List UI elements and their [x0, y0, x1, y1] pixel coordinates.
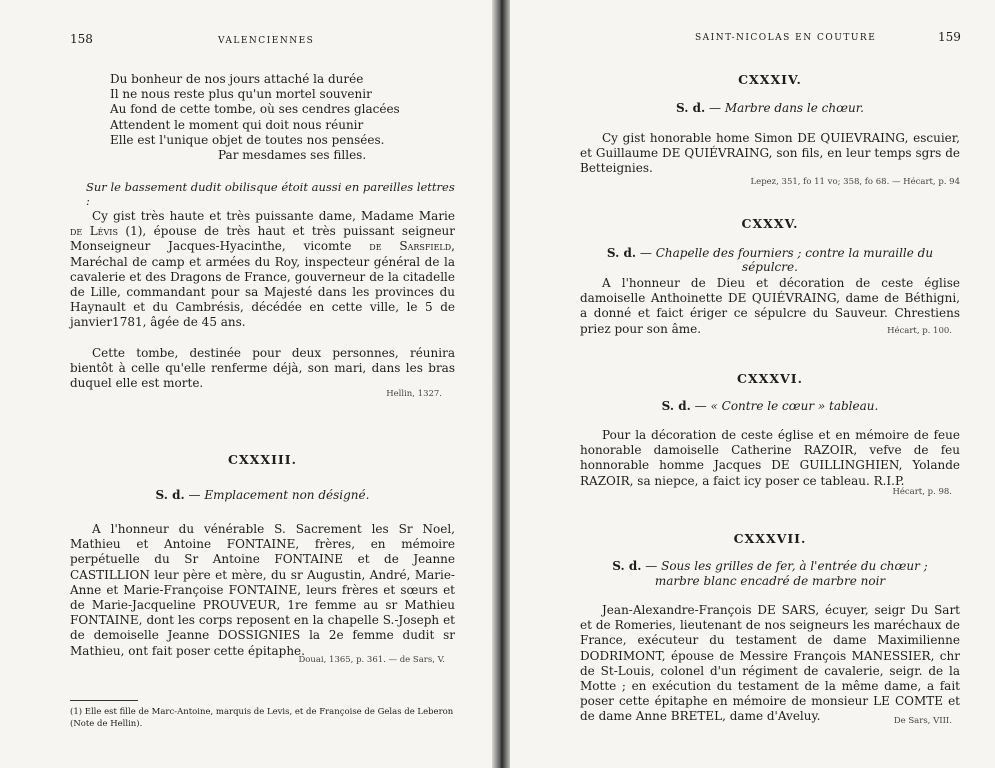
page-number: 158: [70, 32, 93, 46]
entry-location: Sous les grilles de fer, à l'entrée du chœur ;: [661, 559, 928, 573]
poem: [110, 72, 440, 163]
source-reference: Hécart, p. 100.: [887, 326, 952, 336]
poem-line: Elle est l'unique objet de toutes nos pensées.: [110, 132, 385, 147]
text-segment: , Maréchal de camp et armées du Roy, inspecteur général de la cavalerie et des Dragons de France, gouverneur de la citadelle de Lille, commandant pour sa Majesté dans les provinces du Haynault et du Cambrésis, décédée en cette ville, le 5 de janvier1781, âgée de 45 ans.: [70, 239, 455, 330]
person-name: de Sarsfield: [369, 239, 452, 254]
entry-subheading: [70, 488, 455, 502]
entry-date: S. d.: [606, 246, 637, 260]
entry-text: [70, 522, 455, 659]
source-reference: Lepez, 351, fo 11 vo; 358, fo 68. — Hécart, p. 94: [750, 177, 960, 187]
right-page: [510, 0, 995, 768]
entry-heading: CXXXIV.: [738, 72, 802, 87]
footnote-divider: [70, 700, 138, 701]
entry-date: S. d.: [676, 101, 706, 115]
entry-date: S. d.: [155, 488, 185, 502]
page-number: 159: [938, 30, 961, 44]
entry-heading: CXXXVII.: [733, 531, 807, 546]
entry-location: Chapelle des fourniers ; contre la muraille du sépulcre.: [655, 246, 934, 274]
text-segment: (1), épouse de très haut et très puissant seigneur Monseigneur Jacques-Hyacinthe, vicomte: [70, 224, 456, 254]
running-head: VALENCIENNES: [218, 36, 315, 46]
person-name: de Lévis: [70, 224, 118, 239]
poem-signature: Par mesdames ses filles.: [218, 148, 367, 163]
entry-heading: CXXXVI.: [737, 371, 803, 386]
entry-heading: CXXXIII.: [228, 452, 297, 467]
poem-line: Il ne nous reste plus qu'un mortel souvenir: [110, 87, 372, 102]
source-reference: De Sars, VIII.: [893, 716, 952, 726]
book-gutter: [492, 0, 510, 768]
entry-body: A l'honneur du vénérable S. Sacrement les Sr Noel, Mathieu et Antoine FONTAINE, frères, en mémoire perpétuelle du Sr Antoine FONTAINE et de Jeanne CASTILLION leur père et mère, du sr Augustin, André, Marie-Anne et Marie-Françoise FONTAINE, leurs frères et sœurs et de Marie-Jacqueline PROUVEUR, 1re femme au sr Mathieu FONTAINE, dont les corps reposent en la chapelle S.-Joseph et de demoiselle Jeanne DOSSIGNIES la 2e femme dudit sr Mathieu, ont fait poser cette épitaphe.: [70, 522, 455, 658]
entry-body: Cy gist honorable home Simon DE QUIEVRAING, escuier, et Guillaume DE QUIÉVRAING, son fils, en leur temps sgrs de Betteignies.: [580, 131, 960, 176]
running-head: SAINT-NICOLAS EN COUTURE: [695, 33, 877, 43]
epitaph-paragraph: [70, 209, 455, 331]
entry-date: S. d.: [661, 399, 691, 413]
entry-location: « Contre le cœur » tableau.: [710, 399, 879, 413]
source-reference: Hécart, p. 98.: [892, 487, 952, 497]
poem-line: Du bonheur de nos jours attaché la durée: [110, 72, 364, 86]
entry-text: [580, 428, 960, 489]
footnote: (1) Elle est fille de Marc-Antoine, marquis de Levis, et de Françoise de Gelas de Leberon (Note de Hellin).: [70, 707, 454, 729]
entry-subheading: S. d. — « Contre le cœur » tableau.: [661, 399, 879, 413]
entry-heading: CXXXV.: [741, 216, 799, 231]
entry-body: Jean-Alexandre-François DE SARS, écuyer, seigr Du Sart et de Romeries, lieutenant de nos seigneurs les maréchaux de France, exécuteur du testament de dame Maximilienne DODRIMONT, épouse de Messire François MANESSIER, chr de St-Louis, colonel d'un régiment de cavalerie, seigr. de la Motte ; en exécution du testament de la même dame, a fait poser cette épitaphe en mémoire de monsieur LE COMTE et de dame Anne BRETEL, dame d'Aveluy.: [580, 603, 960, 724]
entry-subheading: S. d. — Marbre dans le chœur.: [676, 101, 864, 115]
poem-line: Au fond de cette tombe, où ses cendres glacées: [110, 102, 400, 117]
source-reference: Hellin, 1327.: [386, 389, 442, 399]
base-caption: Sur le bassement dudit obilisque étoit aussi en pareilles lettres :: [86, 180, 455, 208]
text-segment: Cy gist très haute et très puissante dame, Madame Marie: [92, 209, 455, 223]
entry-date: S. d.: [612, 559, 642, 573]
entry-body: Pour la décoration de ceste église et en mémoire de feue honorable damoiselle Catherine RAZOIR, vefve de feu honnorable homme Jacques DE GUILLINGHIEN, Yolande RAZOIR, sa niepce, a faict icy poser ce tableau. R.I.P.: [580, 428, 960, 488]
source-reference: Douai, 1365, p. 361. — de Sars, V.: [298, 655, 445, 665]
poem-line: Attendent le moment qui doit nous réunir: [110, 117, 364, 132]
entry-location-continued: marbre blanc encadré de marbre noir: [654, 574, 886, 588]
entry-body: A l'honneur de Dieu et décoration de ceste église damoiselle Anthoinette DE QUIÉVRAING, dame de Béthigni, a donné et faict ériger ce sépulcre du Sauveur. Chrestiens priez pour son âme.: [580, 276, 960, 336]
entry-text: [580, 603, 960, 725]
left-page: [0, 0, 492, 768]
entry-location: Emplacement non désigné.: [204, 488, 370, 502]
entry-subheading: S. d. — Chapelle des fourniers ; contre la muraille du sépulcre.: [606, 246, 934, 274]
entry-location: Marbre dans le chœur.: [724, 101, 864, 115]
note-paragraph: [70, 346, 455, 392]
dash: —: [184, 488, 205, 502]
note-text: Cette tombe, destinée pour deux personnes, réunira bientôt à celle qu'elle renferme déjà, son mari, dans les bras duquel elle est morte.: [70, 346, 455, 391]
entry-subheading: S. d. — Sous les grilles de fer, à l'entrée du chœur ; marbre blanc encadré de marbre noir: [612, 559, 928, 588]
entry-text: [580, 131, 960, 177]
